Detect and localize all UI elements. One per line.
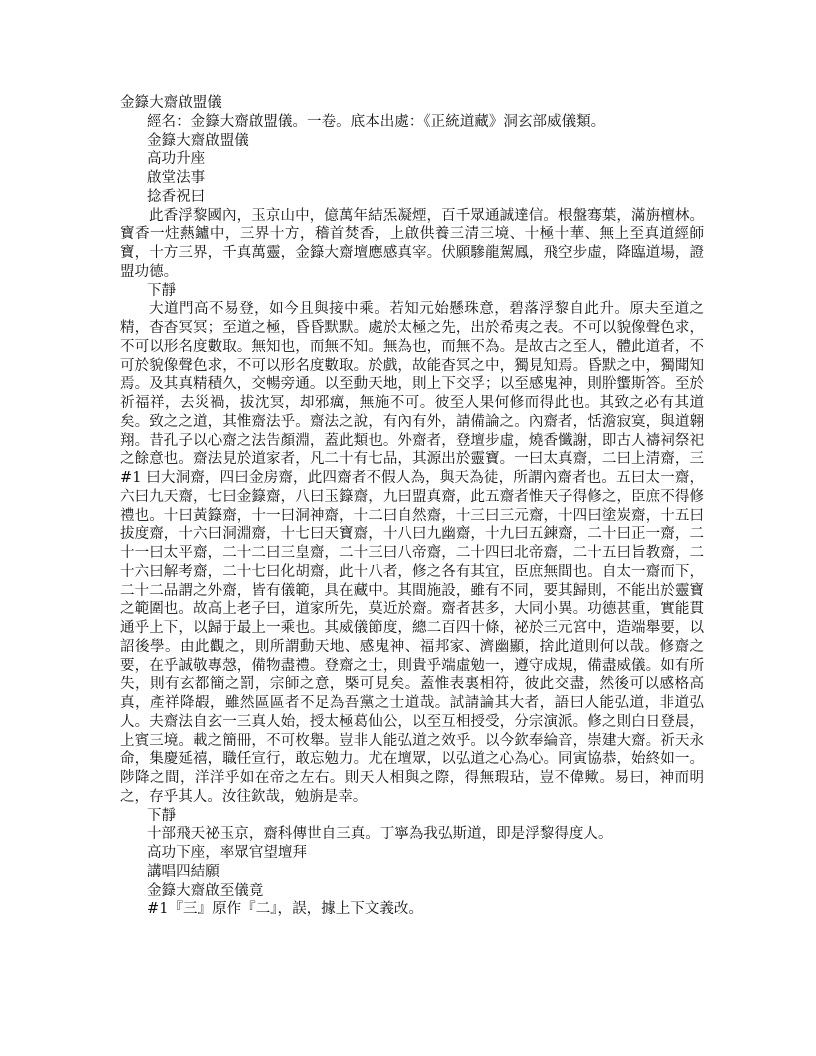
closing-verse: 十部飛天祕玉京，齋科傳世自三真。丁寧為我弘斯道，即是浮黎得度人。	[147, 825, 613, 843]
ritual-heading-silence-2: 下靜	[147, 806, 177, 824]
ritual-heading-incense-prayer: 捻香祝曰	[147, 187, 206, 205]
incense-prayer-paragraph: 此香浮黎國內，玉京山中，億萬年結炁凝煙，百千眾通誠達信。根盤骞葉，滿旃檀林。寶香一炷爇鑪中，三界十方，稽首焚香，上啟供養三清三境、十極十華、無上至真道經師寶，十方三界，千真萬靈，金籙大齋壇應感真宰。伏願驂龍駕鳳，飛空步虛，降臨道場，證盟功德。	[120, 206, 704, 280]
ritual-heading-four-vows: 講唱四結願	[147, 862, 220, 880]
source-note: 經名：金籙大齋啟盟儀。一卷。底本出處：《正統道藏》洞玄部威儀類。	[147, 112, 606, 130]
ritual-closing-line: 金籙大齋啟至儀竟	[147, 881, 264, 899]
ritual-heading-silence-1: 下靜	[147, 281, 177, 299]
ritual-heading-descend-seat: 高功下座，率眾官望壇拜	[147, 844, 308, 861]
ritual-heading-ascend-seat: 高功升座	[147, 150, 206, 168]
main-discourse-paragraph: 大道門高不易登，如今且與接中乘。若知元始懸珠意，碧落浮黎自此升。原夫至道之精，杳杳冥冥；至道之極，昏昏默默。處於太極之先，出於希夷之表。不可以貌像聲色求，不可以形名度數取。無知也，而無不知。無為也，而無不為。是故古之至人，體此道者，不可於貌像聲色求，不可以形名度數取。於戲，故能杳冥之中，獨見知焉。昏默之中，獨聞知焉。及其真精積久，交暢旁通。以至動天地，則上下交孚；以至感鬼神，則肸蠁斯答。至於祈福祥，去災禍，拔沈冥，却邪癘，無施不可。彼至人果何修而得此也。其致之必有其道矣。致之之道，其惟齋法乎。齋法之說，有內有外，請備論之。內齋者，恬澹寂寞，與道翱翔。昔孔子以心齋之法告顏淵，蓋此類也。外齋者，登壇步虛，燒香懺謝，即古人禱祠祭祀之餘意也。齋法見於道家者，凡二十有七品，其源出於靈寶。一曰太真齋，二曰上清齋，三#1 曰大洞齋，四曰金房齋，此四齋者不假人為，與天為徒，所謂內齋者也。五曰太一齋，六曰九天齋，七曰金籙齋，八曰玉籙齋，九曰盟真齋，此五齋者惟天子得修之，臣庶不得修禮也。十曰黃籙齋，十一曰洞神齋，十二曰自然齋，十三曰三元齋，十四曰塗炭齋，十五曰拔度齋，十六曰洞淵齋，十七曰天寶齋，十八曰九幽齋，十九曰五鍊齋，二十曰正一齋，二十一曰太平齋，二十二曰三皇齋，二十三曰八帝齋，二十四曰北帝齋，二十五曰旨教齋，二十六曰解考齋，二十七曰化胡齋，此十八者，修之各有其宜，臣庶無間也。自太一齋而下，二十二品謂之外齋，皆有儀範，具在藏中。其間施設，雖有不同，要其歸則，不能出於靈寶之範圍也。故高上老子曰，道家所先，莫近於齋。齋者甚多，大同小異。功德甚重，實能貫通乎上下，以歸于最上一乘也。其威儀節度，總二百四十條，祕於三元宮中，造端舉要，以詔後學。由此觀之，則所謂動天地、感鬼神、福邦家、濟幽顯，捨此道則何以哉。修齋之要，在乎誠敬專愨，備物盡禮。登齋之士，則貴乎端虛勉一，遵守成規，備盡威儀。如有所失，則有玄都簡之罰，宗師之意，槩可見矣。蓋惟表裏相符，彼此交盡，然後可以感格高真，產祥降嘏，雖然區區者不足為吾黨之士道哉。試請論其大者，語曰人能弘道，非道弘人。夫齋法自玄一三真人始，授太極葛仙公，以至互相授受，分宗演派。修之則白日登晨，上賓三境。載之簡冊，不可枚舉。豈非人能弘道之效乎。以今欽奉綸音，崇建大齋。祈天永命，集慶延禧，職任宣行，敢忘勉力。尤在壇眾，以弘道之心為心。同寅協恭，始終如一。陟降之間，洋洋乎如在帝之左右。則天人相與之際，得無瑕玷，豈不偉歟。易曰，神而明之，存乎其人。汝往欽哉，勉旃是幸。	[120, 300, 704, 805]
document-title: 金籙大齋啟盟儀	[120, 94, 222, 111]
ritual-heading-open-hall: 啟堂法事	[147, 169, 206, 186]
document-subtitle: 金籙大齋啟盟儀	[147, 131, 249, 149]
document-page	[120, 94, 704, 919]
footnote: #1『三』原作『二』，誤，據上下文義改。	[147, 900, 424, 918]
